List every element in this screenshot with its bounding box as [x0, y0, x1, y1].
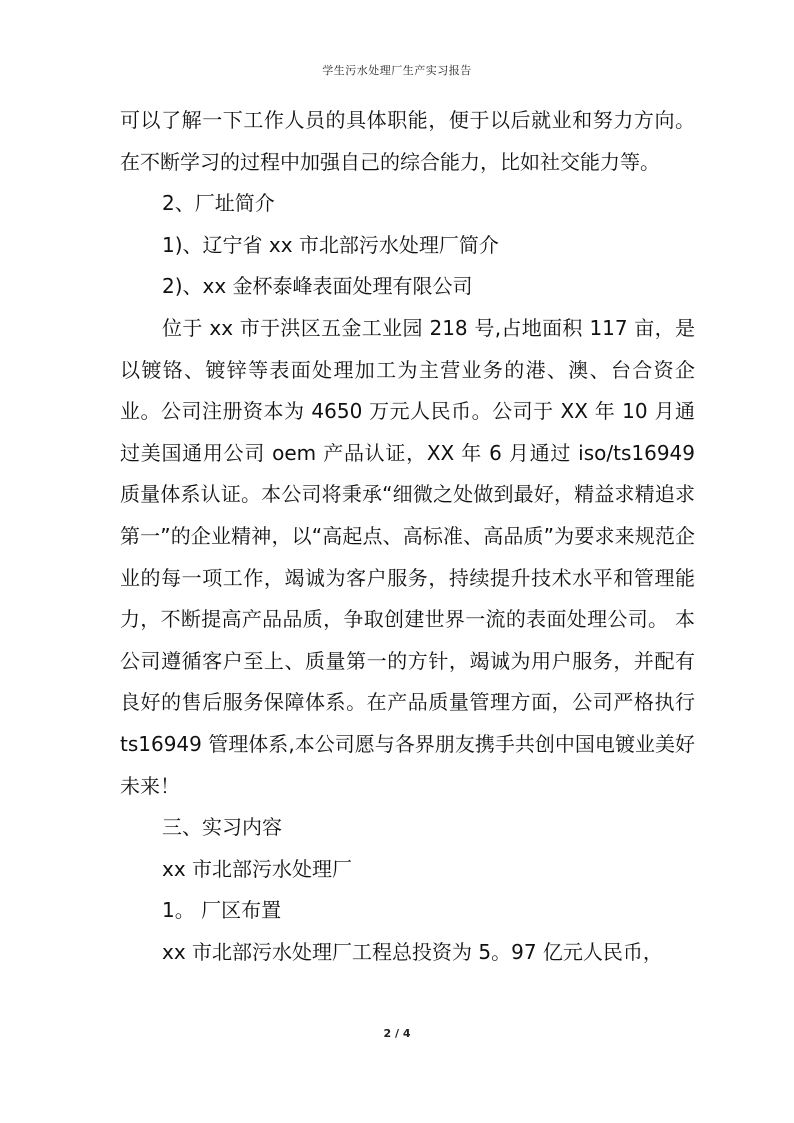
subheading-plant-layout: 1。 厂区布置 — [162, 898, 282, 923]
paragraph-company-description: 位于 xx 市于洪区五金工业园 218 号,占地面积 117 亩，是以镀铬、镀锌等表面处理加工为主营业务的港、澳、台合资企业。公司注册资本为 4650 万元人民币。公司于 XX 年 10 月通过美国通用公司 oem 产品认证，XX 年 6 月通过 iso/ts16949 质量体系认证。本公司将秉承“细微之处做到最好，精益求精追求第一”的企业精神，以“高起点、高标准、高品质”为要求来规范企业的每一项工作，竭诚为客户服务，持续提升技术水平和管理能力，不断提高产品品质，争取创建世界一流的表面处理公司。 本公司遵循客户至上、质量第一的方针，竭诚为用户服务，并配有良好的售后服务保障体系。在产品质量管理方面，公司严格执行 ts16949 管理体系,本公司愿与各界朋友携手共创中国电镀业美好未来！ — [120, 315, 695, 798]
paragraph-career-intro: 可以了解一下工作人员的具体职能，便于以后就业和努力方向。在不断学习的过程中加强自己的综合能力，比如社交能力等。 — [120, 108, 695, 174]
page-header: 学生污水处理厂生产实习报告 — [322, 64, 472, 77]
page-number: 2 / 4 — [383, 1027, 411, 1040]
document-body — [120, 100, 695, 973]
section-heading-site-intro: 2、厂址简介 — [162, 191, 275, 216]
paragraph-investment: xx 市北部污水处理厂工程总投资为 5。97 亿元人民币， — [162, 939, 663, 964]
section-heading-internship-content: 三、实习内容 — [162, 815, 282, 840]
subheading-plant-name: xx 市北部污水处理厂 — [162, 856, 353, 881]
subheading-company: 2)、xx 金杯泰峰表面处理有限公司 — [162, 274, 473, 299]
subheading-plant-intro: 1)、辽宁省 xx 市北部污水处理厂简介 — [162, 232, 499, 257]
